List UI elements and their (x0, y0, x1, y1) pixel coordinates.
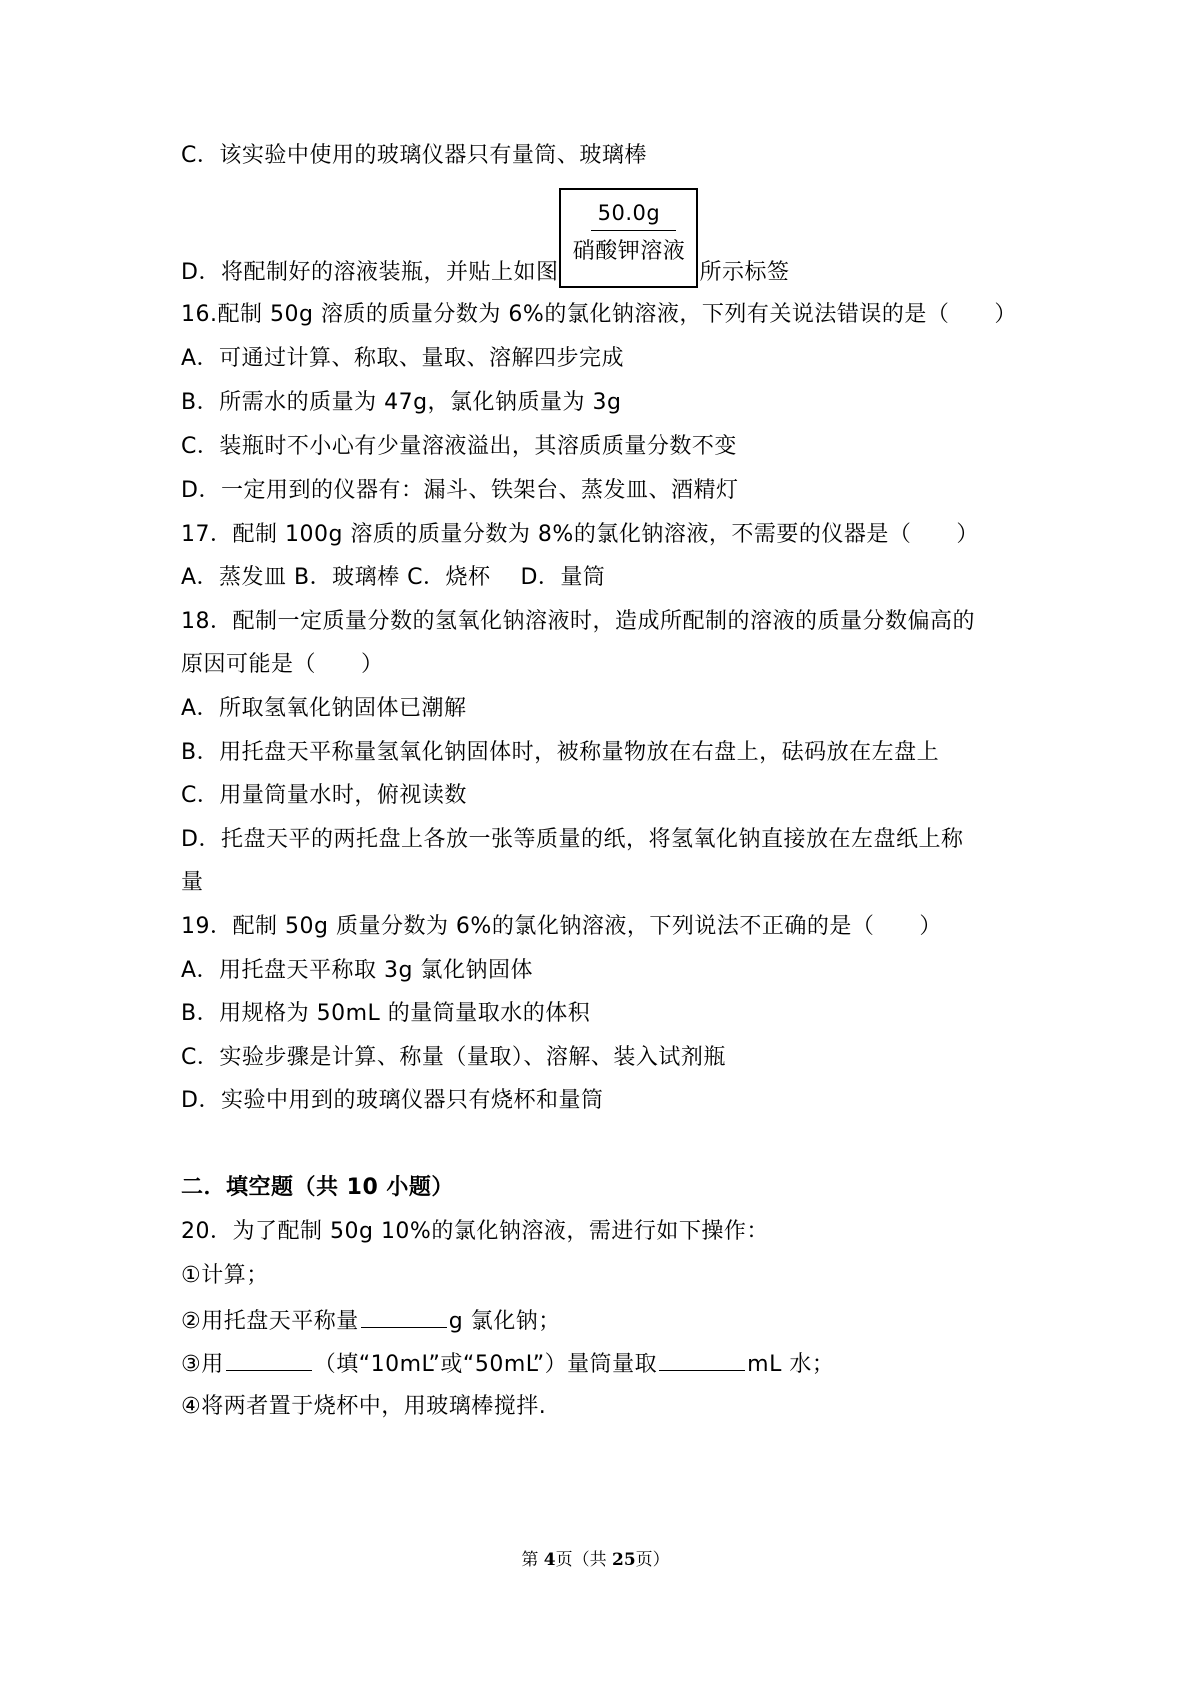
label-solution-name: 硝酸钾溶液 (572, 239, 686, 264)
option-19c: C．实验步骤是计算、称量（量取）、溶解、装入试剂瓶 (181, 1045, 726, 1070)
label-figure (559, 188, 698, 288)
footer-prefix: 第 (521, 1550, 544, 1570)
option-16c: C．装瓶时不小心有少量溶液溢出，其溶质质量分数不变 (181, 434, 737, 459)
step-20-1: ①计算； (181, 1263, 269, 1288)
footer-total-pages: 25 (611, 1550, 636, 1570)
option-18c: C．用量筒量水时，俯视读数 (181, 783, 467, 808)
section-title-fill-in: 二．填空题（共 10 小题） (181, 1175, 454, 1200)
option-15c: C．该实验中使用的玻璃仪器只有量筒、玻璃棒 (181, 143, 647, 168)
answer-blank-water-volume[interactable] (659, 1348, 745, 1371)
question-20: 20．为了配制 50g 10%的氯化钠溶液，需进行如下操作： (181, 1219, 769, 1244)
step-20-3-text-b: （填“10mL”或“50mL”）量筒量取 (313, 1352, 658, 1377)
step-20-2-text-after: g 氯化钠； (448, 1309, 561, 1334)
answer-blank-cylinder-size[interactable] (226, 1348, 312, 1371)
step-20-2 (181, 1305, 561, 1337)
step-20-3-text-c: mL 水； (747, 1352, 835, 1377)
label-mass: 50.0g (597, 201, 661, 225)
footer-suffix: 页） (635, 1550, 670, 1570)
option-19b: B．用规格为 50mL 的量筒量取水的体积 (181, 1001, 591, 1026)
option-15d-text-before: D．将配制好的溶液装瓶，并贴上如图 (181, 260, 559, 285)
footer-page-number: 4 (543, 1550, 556, 1570)
step-20-3-text-a: ③用 (181, 1352, 224, 1377)
options-17: A．蒸发皿 B．玻璃棒 C．烧杯 D．量筒 (181, 565, 606, 590)
question-16: 16.配制 50g 溶质的质量分数为 6%的氯化钠溶液，下列有关说法错误的是（ ） (181, 302, 1017, 327)
step-20-3 (181, 1348, 834, 1380)
option-19d: D．实验中用到的玻璃仪器只有烧杯和量筒 (181, 1088, 604, 1113)
option-16b: B．所需水的质量为 47g，氯化钠质量为 3g (181, 390, 622, 415)
option-18d-line1: D．托盘天平的两托盘上各放一张等质量的纸，将氢氧化钠直接放在左盘纸上称 (181, 827, 964, 852)
question-18-line2: 原因可能是（ ） (181, 652, 384, 677)
option-18b: B．用托盘天平称量氢氧化钠固体时，被称量物放在右盘上，砝码放在左盘上 (181, 740, 940, 765)
step-20-4: ④将两者置于烧杯中，用玻璃棒搅拌. (181, 1394, 547, 1419)
option-16a: A．可通过计算、称取、量取、溶解四步完成 (181, 346, 625, 371)
option-15d (181, 188, 789, 288)
option-19a: A．用托盘天平称取 3g 氯化钠固体 (181, 958, 533, 983)
question-17: 17．配制 100g 溶质的质量分数为 8%的氯化钠溶液，不需要的仪器是（ ） (181, 522, 979, 547)
question-18-line1: 18．配制一定质量分数的氢氧化钠溶液时，造成所配制的溶液的质量分数偏高的 (181, 609, 975, 634)
option-18d-line2: 量 (181, 870, 204, 895)
option-15d-text-after: 所示标签 (699, 260, 790, 285)
footer-middle: 页（共 (555, 1550, 612, 1570)
label-divider (591, 230, 676, 231)
answer-blank-nacl-mass[interactable] (361, 1305, 447, 1328)
page-footer (0, 1548, 1191, 1572)
option-16d: D．一定用到的仪器有：漏斗、铁架台、蒸发皿、酒精灯 (181, 478, 739, 503)
step-20-2-text-before: ②用托盘天平称量 (181, 1309, 359, 1334)
option-18a: A．所取氢氧化钠固体已潮解 (181, 696, 467, 721)
question-19: 19．配制 50g 质量分数为 6%的氯化钠溶液，下列说法不正确的是（ ） (181, 914, 942, 939)
